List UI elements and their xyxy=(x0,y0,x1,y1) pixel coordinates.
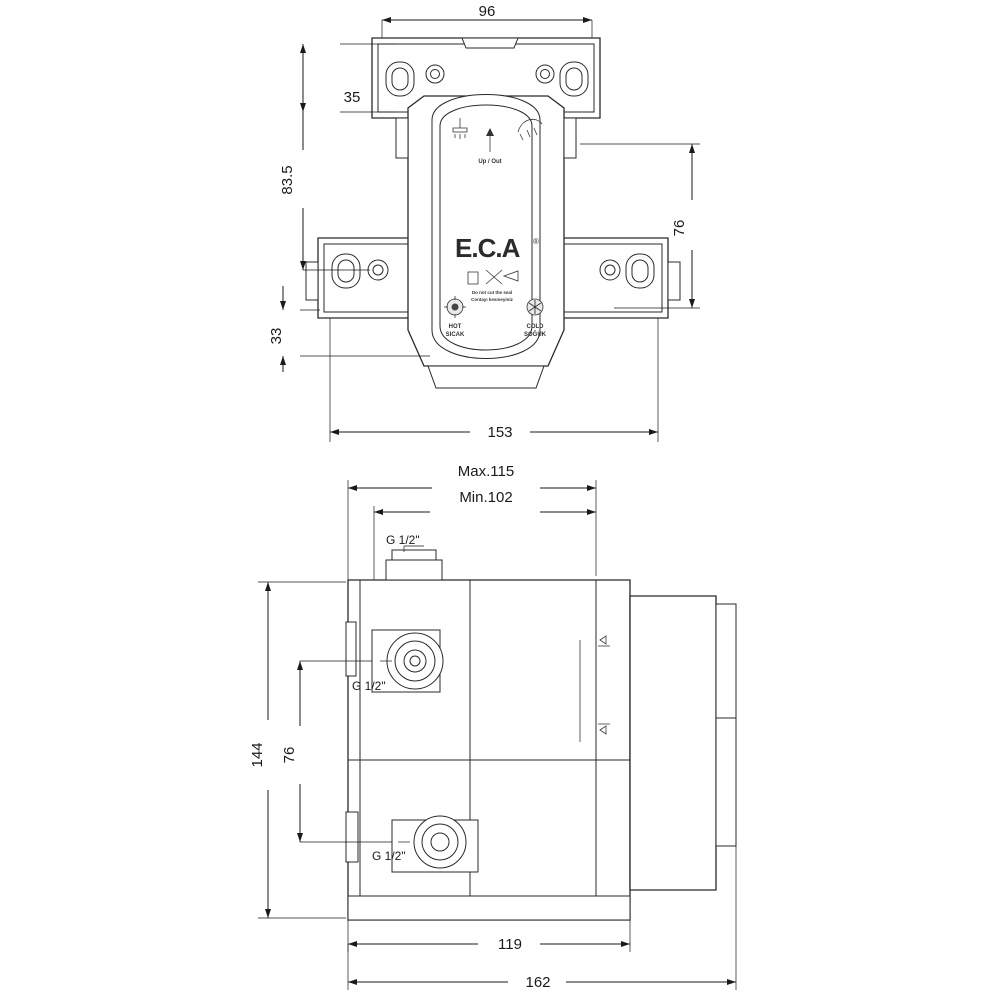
dim-min-102-label: Min.102 xyxy=(459,489,513,506)
up-out-label: Up / Out xyxy=(478,159,502,165)
dim-119-label: 119 xyxy=(498,936,522,953)
dim-83-5-label: 83.5 xyxy=(279,165,296,195)
dim-144-label: 144 xyxy=(249,742,266,768)
thread-top-label: G 1/2" xyxy=(386,533,420,547)
dim-35-label: 35 xyxy=(343,89,361,106)
thread-lower-label: G 1/2" xyxy=(372,849,406,863)
dim-96-label: 96 xyxy=(478,3,496,20)
seal-warning-line2: Contayı kesmeyiniz xyxy=(471,297,513,302)
dim-max-115-label: Max.115 xyxy=(457,463,515,480)
cold-label-tr: SOĞUK xyxy=(523,332,547,338)
side-view-geometry xyxy=(249,463,736,991)
brand-label: E.C.A xyxy=(455,233,520,263)
cold-label-en: COLD xyxy=(526,324,544,330)
front-view-geometry xyxy=(268,3,700,442)
dim-162-label: 162 xyxy=(525,974,551,991)
dim-76-front-label: 76 xyxy=(671,219,688,237)
seal-warning-line1: Do not cut the seal xyxy=(471,290,513,295)
dim-153-label: 153 xyxy=(487,424,513,441)
dim-76-side-label: 76 xyxy=(281,746,298,764)
thread-upper-label: G 1/2" xyxy=(352,679,386,693)
hot-label-en: HOT xyxy=(448,324,462,330)
hot-label-tr: SICAK xyxy=(445,332,465,338)
brand-registered-mark: ® xyxy=(533,237,539,246)
dim-33-label: 33 xyxy=(268,327,285,345)
cold-snowflake-icon xyxy=(527,299,543,315)
